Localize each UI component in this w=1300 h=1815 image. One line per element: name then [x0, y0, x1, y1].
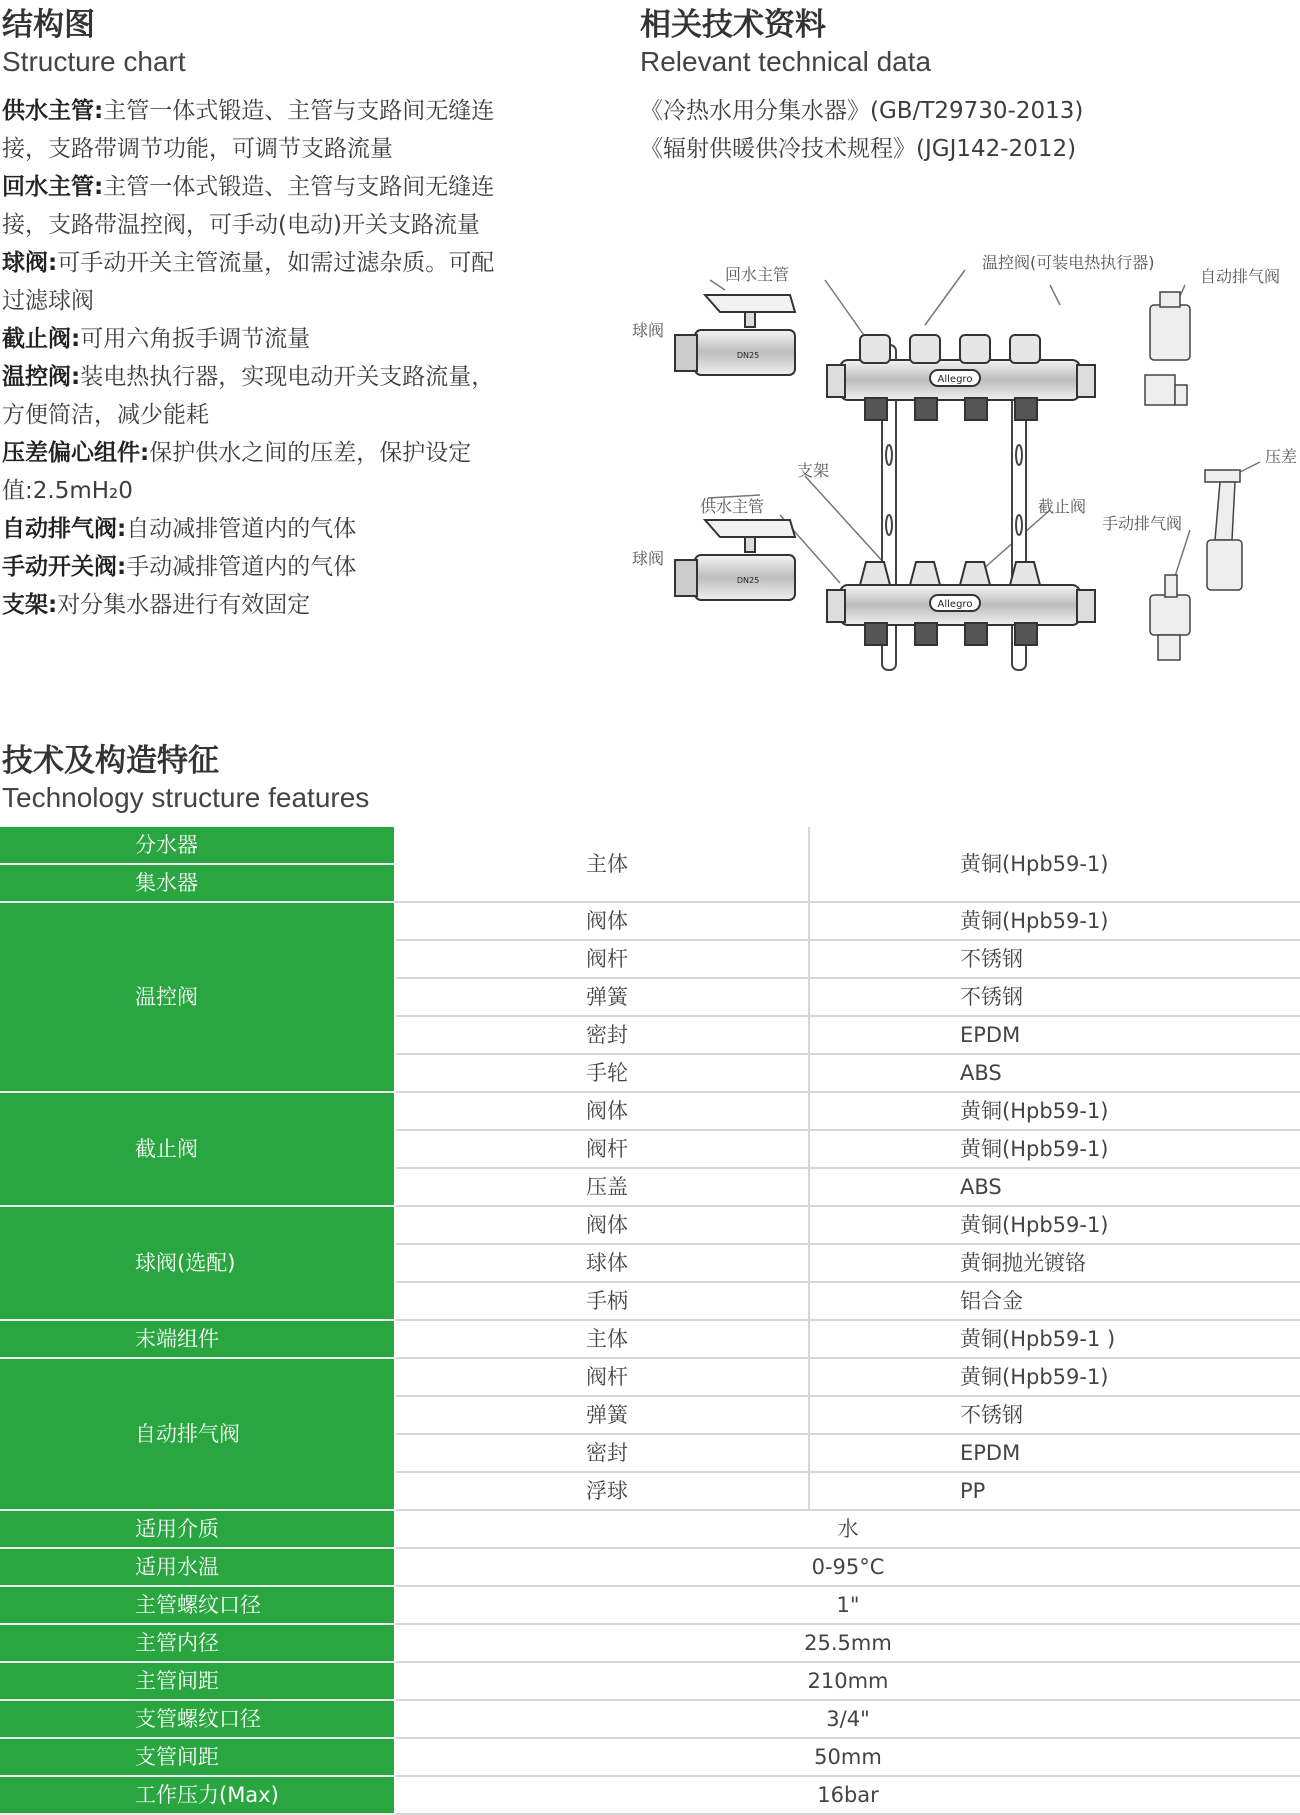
structure-subtitle: Structure chart	[2, 46, 186, 77]
material-cell: 黄铜(Hpb59-1)	[809, 1092, 1300, 1130]
features-title: 技术及构造特征	[2, 743, 219, 779]
ball-valve-bottom	[675, 520, 795, 600]
category-cell: 支管螺纹口径	[0, 1700, 395, 1738]
desc-item: 支架:对分集水器进行有效固定	[2, 592, 311, 618]
table-row	[0, 1624, 1300, 1662]
label-manual-vent: 手动排气阀	[1102, 514, 1183, 533]
label-pressure-diff: 压差	[1265, 447, 1298, 466]
category-cell: 球阀(选配)	[0, 1206, 395, 1320]
material-cell: 黄铜(Hpb59-1 )	[809, 1320, 1300, 1358]
structure-description	[2, 92, 512, 624]
material-cell: ABS	[809, 1168, 1300, 1206]
part-cell: 主体	[395, 827, 809, 902]
desc-item: 截止阀:可用六角扳手调节流量	[2, 326, 311, 352]
valve-mark-top: DN25	[736, 351, 760, 360]
value-cell: 50mm	[395, 1738, 1300, 1776]
material-cell: 不锈钢	[809, 1396, 1300, 1434]
label-stop-valve: 截止阀	[1038, 497, 1087, 516]
table-row	[0, 1548, 1300, 1586]
label-ball-valve-top: 球阀	[632, 321, 665, 340]
technical-title: 相关技术资料	[640, 7, 826, 43]
material-cell: 不锈钢	[809, 978, 1300, 1016]
material-cell: 黄铜(Hpb59-1)	[809, 1130, 1300, 1168]
standards-list	[640, 92, 1083, 168]
desc-item: 供水主管:主管一体式锻造、主管与支路间无缝连接，支路带调节功能，可调节支路流量	[2, 98, 495, 162]
desc-item: 手动开关阀:手动减排管道内的气体	[2, 554, 357, 580]
auto-vent-part	[1145, 292, 1190, 405]
table-row	[0, 902, 1300, 940]
material-cell: 黄铜抛光镀铬	[809, 1244, 1300, 1282]
table-row	[0, 1510, 1300, 1548]
value-cell: 210mm	[395, 1662, 1300, 1700]
part-cell: 弹簧	[395, 1396, 809, 1434]
category-cell: 分水器	[0, 827, 395, 864]
desc-item: 温控阀:装电热执行器，实现电动开关支路流量，方便简洁，减少能耗	[2, 364, 495, 428]
label-ball-valve-bottom: 球阀	[632, 549, 665, 568]
features-table	[0, 827, 1300, 1815]
standard-ref: 《冷热水用分集水器》(GB/T29730-2013)	[640, 98, 1084, 124]
manifold-illustration	[620, 240, 1300, 680]
table-row	[0, 1776, 1300, 1814]
material-cell: 黄铜(Hpb59-1)	[809, 902, 1300, 940]
value-cell: 1"	[395, 1586, 1300, 1624]
material-cell: 不锈钢	[809, 940, 1300, 978]
desc-item: 球阀:可手动开关主管流量，如需过滤杂质。可配过滤球阀	[2, 250, 495, 314]
part-cell: 手轮	[395, 1054, 809, 1092]
table-row	[0, 1662, 1300, 1700]
category-cell: 自动排气阀	[0, 1358, 395, 1510]
part-cell: 压盖	[395, 1168, 809, 1206]
category-cell: 工作压力(Max)	[0, 1776, 395, 1814]
material-cell: 铝合金	[809, 1282, 1300, 1320]
material-cell: EPDM	[809, 1016, 1300, 1054]
value-cell: 16bar	[395, 1776, 1300, 1814]
part-cell: 阀杆	[395, 940, 809, 978]
label-supply-main: 供水主管	[700, 497, 765, 516]
category-cell: 主管内径	[0, 1624, 395, 1662]
material-cell: ABS	[809, 1054, 1300, 1092]
value-cell: 水	[395, 1510, 1300, 1548]
part-cell: 球体	[395, 1244, 809, 1282]
part-cell: 弹簧	[395, 978, 809, 1016]
category-cell: 集水器	[0, 864, 395, 902]
part-cell: 阀杆	[395, 1358, 809, 1396]
desc-item: 压差偏心组件:保护供水之间的压差，保护设定值:2.5mH₂0	[2, 440, 472, 504]
category-cell: 适用介质	[0, 1510, 395, 1548]
ball-valve-top	[675, 295, 795, 375]
table-row	[0, 1206, 1300, 1244]
material-cell: EPDM	[809, 1434, 1300, 1472]
material-cell: 黄铜(Hpb59-1)	[809, 1206, 1300, 1244]
value-cell: 25.5mm	[395, 1624, 1300, 1662]
category-cell: 末端组件	[0, 1320, 395, 1358]
material-cell: 黄铜(Hpb59-1)	[809, 827, 1300, 902]
material-cell: PP	[809, 1472, 1300, 1510]
table-row	[0, 1586, 1300, 1624]
value-cell: 0-95°C	[395, 1548, 1300, 1586]
features-subtitle: Technology structure features	[2, 782, 370, 813]
pressure-diff-part	[1205, 470, 1242, 590]
table-row	[0, 1092, 1300, 1130]
label-bracket: 支架	[797, 461, 830, 480]
part-cell: 密封	[395, 1434, 809, 1472]
part-cell: 密封	[395, 1016, 809, 1054]
label-thermo-valve: 温控阀(可装电热执行器)	[982, 253, 1155, 272]
part-cell: 阀体	[395, 902, 809, 940]
desc-item: 回水主管:主管一体式锻造、主管与支路间无缝连接，支路带温控阀，可手动(电动)开关支路流量	[2, 174, 495, 238]
table-row	[0, 1738, 1300, 1776]
material-cell: 黄铜(Hpb59-1)	[809, 1358, 1300, 1396]
category-cell: 支管间距	[0, 1738, 395, 1776]
part-cell: 阀体	[395, 1206, 809, 1244]
technical-subtitle: Relevant technical data	[640, 46, 932, 77]
part-cell: 阀杆	[395, 1130, 809, 1168]
part-cell: 浮球	[395, 1472, 809, 1510]
part-cell: 阀体	[395, 1092, 809, 1130]
value-cell: 3/4"	[395, 1700, 1300, 1738]
standard-ref: 《辐射供暖供冷技术规程》(JGJ142-2012)	[640, 136, 1077, 162]
part-cell: 手柄	[395, 1282, 809, 1320]
part-cell: 主体	[395, 1320, 809, 1358]
desc-item: 自动排气阀:自动减排管道内的气体	[2, 516, 357, 542]
label-return-main: 回水主管	[725, 265, 790, 284]
valve-mark-bottom: DN25	[736, 576, 760, 585]
brand-logo-top: Allegro	[937, 374, 973, 385]
structure-title: 结构图	[2, 7, 95, 43]
brand-logo-bottom: Allegro	[937, 599, 973, 610]
category-cell: 温控阀	[0, 902, 395, 1092]
manual-vent-part	[1150, 575, 1190, 660]
table-row	[0, 1358, 1300, 1396]
category-cell: 截止阀	[0, 1092, 395, 1206]
table-row	[0, 1700, 1300, 1738]
table-row	[0, 827, 1300, 864]
manifold-diagram	[620, 240, 1300, 680]
category-cell: 主管螺纹口径	[0, 1586, 395, 1624]
label-auto-vent: 自动排气阀	[1200, 267, 1281, 286]
category-cell: 主管间距	[0, 1662, 395, 1700]
table-row	[0, 1320, 1300, 1358]
category-cell: 适用水温	[0, 1548, 395, 1586]
